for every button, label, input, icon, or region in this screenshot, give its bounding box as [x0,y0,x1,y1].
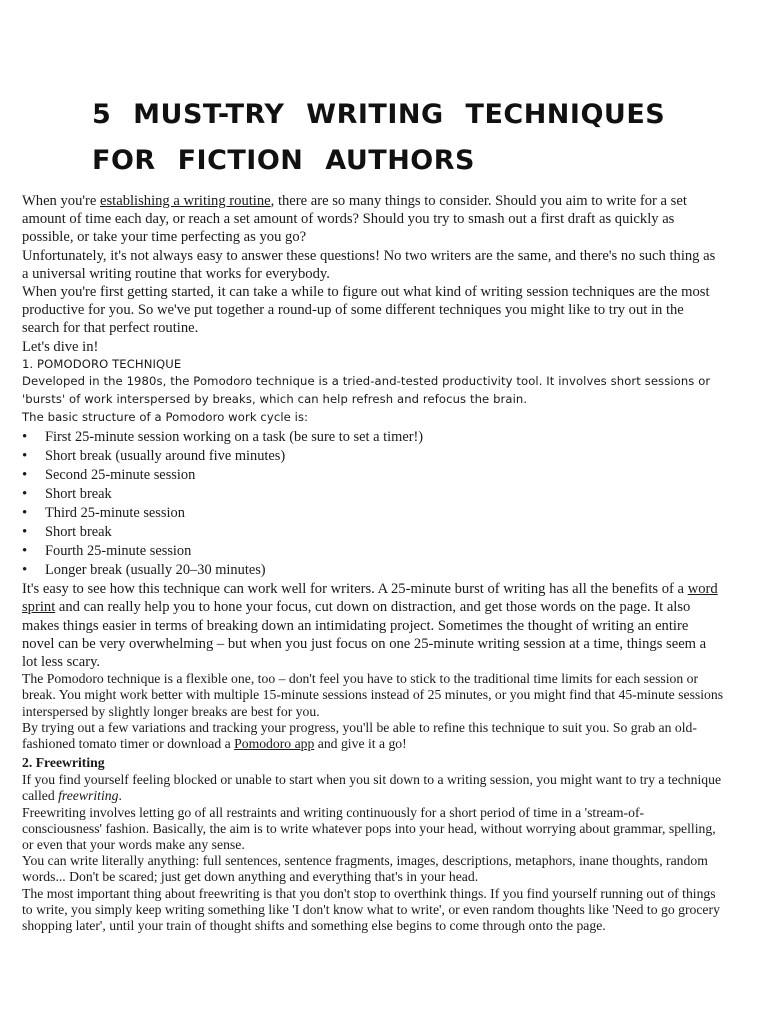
establishing-routine-link[interactable]: establishing a writing routine [100,193,271,209]
list-item: • Short break [22,485,724,504]
intro-paragraph-1 [22,192,724,247]
intro-text: , there are so many things to consider. Should you aim to write for a set amount of time each day, or reach a set amount of words? Should you try to smash out a first draft as quickly as possible, or take your time perfecting as you go? [22,193,687,246]
pomodoro-paragraph-1 [22,580,724,671]
page-title: 5 MUST-TRY WRITING TECHNIQUES FOR FICTION AUTHORS [92,99,666,176]
article-body [22,192,724,934]
list-item: • Short break [22,523,724,542]
freewriting-paragraph-4: The most important thing about freewriting is that you don't stop to overthink things. If you find yourself running out of things to write, you simply keep writing something like 'I don't know what to write', or even random thoughts like 'Need to go grocery shopping later', until your train of thought shifts and something else begins to come through onto the page. [22,885,720,934]
freewriting-paragraph-2: Freewriting involves letting go of all restraints and writing continuously for a short period of time in a 'stream-of-consciousness' fashion. Basically, the aim is to write whatever pops into your head, without worrying about grammar, spelling, or even that your words make any sense. [22,804,716,853]
intro-text: When you're [22,193,100,209]
intro-paragraph-3: When you're first getting started, it can take a while to figure out what kind of writing session techniques are the most productive for you. So we've put together a round-up of some different techniques you might like to try out in the search for that perfect routine. [22,284,710,337]
pomodoro-text: and give it a go! [314,736,407,752]
pomodoro-description: Developed in the 1980s, the Pomodoro technique is a tried-and-tested productivity tool. It involves short sessions or 'bursts' of work interspersed by breaks, which can help refresh and refocus the brain. [22,374,711,407]
list-item: • Longer break (usually 20–30 minutes) [22,561,724,580]
pomodoro-cycle-list [22,428,724,580]
intro-paragraph-4: Let's dive in! [22,338,99,355]
pomodoro-text: and can really help you to hone your focus, cut down on distraction, and get those words on the page. It also makes things easier in terms of breaking down an intimidating project. Sometimes the thought of writing an entire novel can be very overwhelming – but when you just focus on one 25-minute writing session at a time, things seem a lot less scary. [22,599,707,671]
pomodoro-app-link[interactable]: Pomodoro app [234,736,315,752]
pomodoro-heading: 1. POMODORO TECHNIQUE [22,356,182,371]
freewriting-text: . [118,788,122,804]
list-item: • Fourth 25-minute session [22,542,724,561]
pomodoro-paragraph-2: The Pomodoro technique is a flexible one, too – don't feel you have to stick to the traditional time limits for each session or break. You might work better with multiple 15-minute sessions instead of 25 minutes, or you might find that 45-minute sessions interspersed by slightly longer breaks are best for you. [22,671,724,719]
freewriting-text: If you find yourself feeling blocked or unable to start when you sit down to a writing session, you might want to try a technique called [22,772,722,804]
list-item: • Second 25-minute session [22,466,724,485]
pomodoro-text: By trying out a few variations and tracking your progress, you'll be able to refine this technique to suit you. So grab an old-fashioned tomato timer or download a [22,719,697,752]
list-item: • First 25-minute session working on a task (be sure to set a timer!) [22,428,724,447]
freewriting-heading: 2. Freewriting [22,755,105,771]
word-sprint-link[interactable]: word sprint [22,581,718,616]
pomodoro-structure-intro: The basic structure of a Pomodoro work cycle is: [22,409,309,424]
list-item: • Third 25-minute session [22,504,724,523]
freewriting-term: freewriting [58,788,119,804]
pomodoro-paragraph-3 [22,720,724,752]
list-item: • Short break (usually around five minutes) [22,447,724,466]
freewriting-paragraph-1 [22,772,724,804]
freewriting-paragraph-3: You can write literally anything: full sentences, sentence fragments, images, descriptions, metaphors, inane thoughts, random words... Don't be scared; just get down anything and everything that's in your head. [22,853,708,885]
pomodoro-text: It's easy to see how this technique can work well for writers. A 25-minute burst of writing has all the benefits of a [22,581,688,598]
intro-paragraph-2: Unfortunately, it's not always easy to answer these questions! No two writers are the same, and there's no such thing as a universal writing routine that works for everybody. [22,247,716,282]
